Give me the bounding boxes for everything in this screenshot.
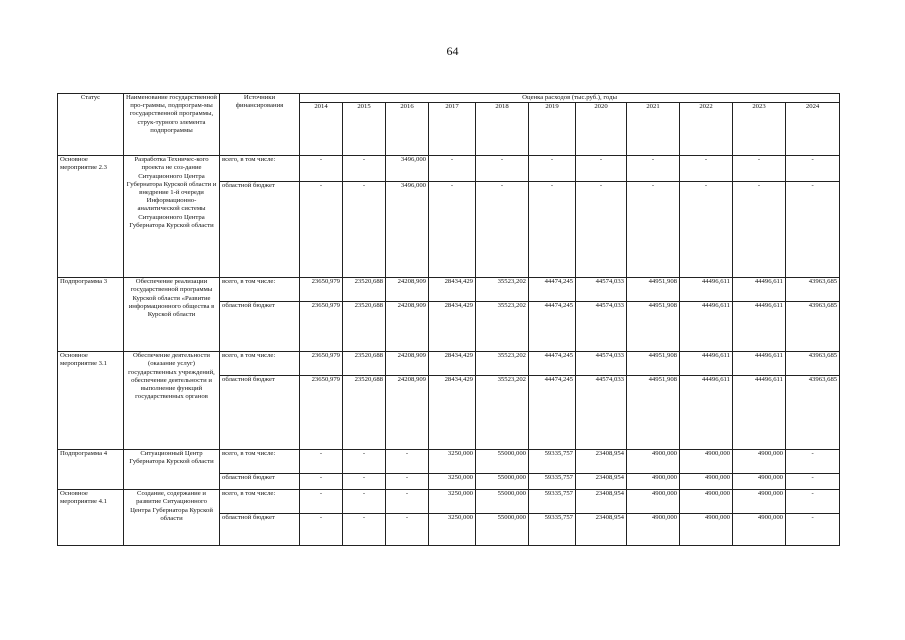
value-cell: 3496,000	[386, 182, 429, 278]
row-status: Основное мероприятие 3.1	[58, 352, 124, 450]
value-cell: 24208,909	[386, 302, 429, 352]
row-source: всего, в том числе:	[220, 450, 300, 474]
value-cell: 43963,685	[786, 376, 840, 450]
header-estimate: Оценка расходов (тыс.руб.), годы	[300, 94, 840, 103]
value-cell: 4900,000	[733, 450, 786, 474]
row-status: Подпрограмма 3	[58, 278, 124, 352]
value-cell: -	[343, 156, 386, 182]
value-cell: -	[300, 156, 343, 182]
header-year: 2019	[529, 103, 576, 156]
value-cell: 55000,000	[476, 450, 529, 474]
row-source: всего, в том числе:	[220, 490, 300, 514]
row-source: областной бюджет	[220, 182, 300, 278]
value-cell: -	[386, 474, 429, 490]
table-row	[58, 450, 840, 474]
row-status: Основное мероприятие 4.1	[58, 490, 124, 546]
table-row	[58, 352, 840, 376]
row-source: всего, в том числе:	[220, 352, 300, 376]
value-cell: 44951,908	[627, 352, 680, 376]
value-cell: -	[680, 156, 733, 182]
budget-table	[57, 93, 840, 546]
value-cell: 44574,033	[576, 376, 627, 450]
value-cell: 59335,757	[529, 490, 576, 514]
value-cell: -	[476, 182, 529, 278]
value-cell: -	[627, 182, 680, 278]
header-year: 2016	[386, 103, 429, 156]
value-cell: 55000,000	[476, 490, 529, 514]
value-cell: -	[680, 182, 733, 278]
value-cell: 44496,611	[733, 352, 786, 376]
value-cell: -	[386, 490, 429, 514]
value-cell: -	[300, 182, 343, 278]
value-cell: 44574,033	[576, 352, 627, 376]
value-cell: 4900,000	[733, 514, 786, 546]
value-cell: -	[627, 156, 680, 182]
value-cell: 23650,979	[300, 278, 343, 302]
value-cell: 23650,979	[300, 302, 343, 352]
row-source: всего, в том числе:	[220, 156, 300, 182]
header-year: 2017	[429, 103, 476, 156]
value-cell: 43963,685	[786, 278, 840, 302]
value-cell: 44474,245	[529, 278, 576, 302]
value-cell: 35523,202	[476, 278, 529, 302]
value-cell: -	[786, 514, 840, 546]
value-cell: 35523,202	[476, 376, 529, 450]
value-cell: 23520,688	[343, 302, 386, 352]
header-name: Наименование государственной про-граммы, подпрограм-мы государственной программы, струк-турного элемента подпрограммы	[124, 94, 220, 156]
value-cell: -	[343, 490, 386, 514]
value-cell: 35523,202	[476, 302, 529, 352]
value-cell: -	[576, 182, 627, 278]
value-cell: 4900,000	[627, 514, 680, 546]
header-year: 2024	[786, 103, 840, 156]
value-cell: 4900,000	[733, 490, 786, 514]
row-name: Ситуационный Центр Губернатора Курской области	[124, 450, 220, 490]
value-cell: 59335,757	[529, 514, 576, 546]
value-cell: 44574,033	[576, 302, 627, 352]
value-cell: 4900,000	[627, 450, 680, 474]
value-cell: -	[300, 474, 343, 490]
header-status: Статус	[58, 94, 124, 156]
value-cell: 4900,000	[627, 474, 680, 490]
value-cell: 24208,909	[386, 376, 429, 450]
value-cell: -	[733, 182, 786, 278]
value-cell: 55000,000	[476, 514, 529, 546]
row-status: Подпрограмма 4	[58, 450, 124, 490]
header-year: 2021	[627, 103, 680, 156]
value-cell: -	[343, 474, 386, 490]
value-cell: 3250,000	[429, 474, 476, 490]
value-cell: -	[733, 156, 786, 182]
header-year: 2018	[476, 103, 529, 156]
value-cell: 59335,757	[529, 474, 576, 490]
header-year: 2020	[576, 103, 627, 156]
value-cell: -	[343, 514, 386, 546]
header-year: 2014	[300, 103, 343, 156]
header-year: 2022	[680, 103, 733, 156]
value-cell: 55000,000	[476, 474, 529, 490]
value-cell: 3250,000	[429, 450, 476, 474]
value-cell: 4900,000	[680, 474, 733, 490]
value-cell: 23408,954	[576, 474, 627, 490]
value-cell: 4900,000	[733, 474, 786, 490]
value-cell: 23520,688	[343, 376, 386, 450]
value-cell: -	[476, 156, 529, 182]
value-cell: -	[786, 182, 840, 278]
value-cell: 3250,000	[429, 490, 476, 514]
header-source: Источники финансирования	[220, 94, 300, 156]
value-cell: 44951,908	[627, 278, 680, 302]
value-cell: 43963,685	[786, 352, 840, 376]
row-source: областной бюджет	[220, 474, 300, 490]
value-cell: 44496,611	[733, 376, 786, 450]
value-cell: 23520,688	[343, 352, 386, 376]
value-cell: 44474,245	[529, 376, 576, 450]
value-cell: -	[386, 514, 429, 546]
value-cell: -	[786, 474, 840, 490]
value-cell: 44496,611	[733, 302, 786, 352]
value-cell: 28434,429	[429, 302, 476, 352]
value-cell: 28434,429	[429, 278, 476, 302]
value-cell: 24208,909	[386, 352, 429, 376]
value-cell: -	[386, 450, 429, 474]
value-cell: 44474,245	[529, 352, 576, 376]
value-cell: -	[529, 156, 576, 182]
value-cell: -	[300, 450, 343, 474]
table-row	[58, 490, 840, 514]
value-cell: -	[786, 450, 840, 474]
value-cell: -	[300, 514, 343, 546]
value-cell: -	[786, 156, 840, 182]
value-cell: 24208,909	[386, 278, 429, 302]
value-cell: -	[429, 182, 476, 278]
value-cell: 28434,429	[429, 352, 476, 376]
value-cell: 44951,908	[627, 376, 680, 450]
row-name: Разработка Техничес-кого проекта не соз-дание Ситуационного Центра Губернатора Курской области и внедрение 1-й очереди Информационно-аналитической системы Ситуационного Центра Губернатора Курской области	[124, 156, 220, 278]
row-source: всего, в том числе:	[220, 278, 300, 302]
value-cell: 44496,611	[680, 352, 733, 376]
page-number: 64	[446, 44, 459, 58]
value-cell: -	[300, 490, 343, 514]
value-cell: 23408,954	[576, 514, 627, 546]
row-name: Обеспечение деятельности (оказание услуг) государственных учреждений, обеспечение деятельности и выполнение функций государственных органов	[124, 352, 220, 450]
row-name: Обеспечение реализации государственной программы Курской области «Развитие информационного общества в Курской области	[124, 278, 220, 352]
value-cell: 35523,202	[476, 352, 529, 376]
value-cell: 23650,979	[300, 376, 343, 450]
value-cell: 3250,000	[429, 514, 476, 546]
value-cell: 43963,685	[786, 302, 840, 352]
row-name: Создание, содержание и развитие Ситуационного Центра Губернатора Курской области	[124, 490, 220, 546]
table-row	[58, 278, 840, 302]
value-cell: 23650,979	[300, 352, 343, 376]
value-cell: 59335,757	[529, 450, 576, 474]
value-cell: 44574,033	[576, 278, 627, 302]
row-source: областной бюджет	[220, 514, 300, 546]
value-cell: 44474,245	[529, 302, 576, 352]
value-cell: 28434,429	[429, 376, 476, 450]
value-cell: 44496,611	[680, 302, 733, 352]
value-cell: 23520,688	[343, 278, 386, 302]
value-cell: 4900,000	[680, 490, 733, 514]
value-cell: -	[529, 182, 576, 278]
value-cell: 4900,000	[680, 514, 733, 546]
value-cell: -	[576, 156, 627, 182]
value-cell: 23408,954	[576, 490, 627, 514]
value-cell: 4900,000	[680, 450, 733, 474]
value-cell: -	[343, 182, 386, 278]
table-row	[58, 156, 840, 182]
value-cell: -	[786, 490, 840, 514]
header-year: 2015	[343, 103, 386, 156]
value-cell: 44496,611	[680, 278, 733, 302]
value-cell: 3496,000	[386, 156, 429, 182]
value-cell: 44951,908	[627, 302, 680, 352]
value-cell: -	[429, 156, 476, 182]
value-cell: 4900,000	[627, 490, 680, 514]
header-year: 2023	[733, 103, 786, 156]
value-cell: 44496,611	[680, 376, 733, 450]
row-status: Основное мероприятие 2.3	[58, 156, 124, 278]
value-cell: 23408,954	[576, 450, 627, 474]
value-cell: -	[343, 450, 386, 474]
row-source: областной бюджет	[220, 302, 300, 352]
row-source: областной бюджет	[220, 376, 300, 450]
value-cell: 44496,611	[733, 278, 786, 302]
